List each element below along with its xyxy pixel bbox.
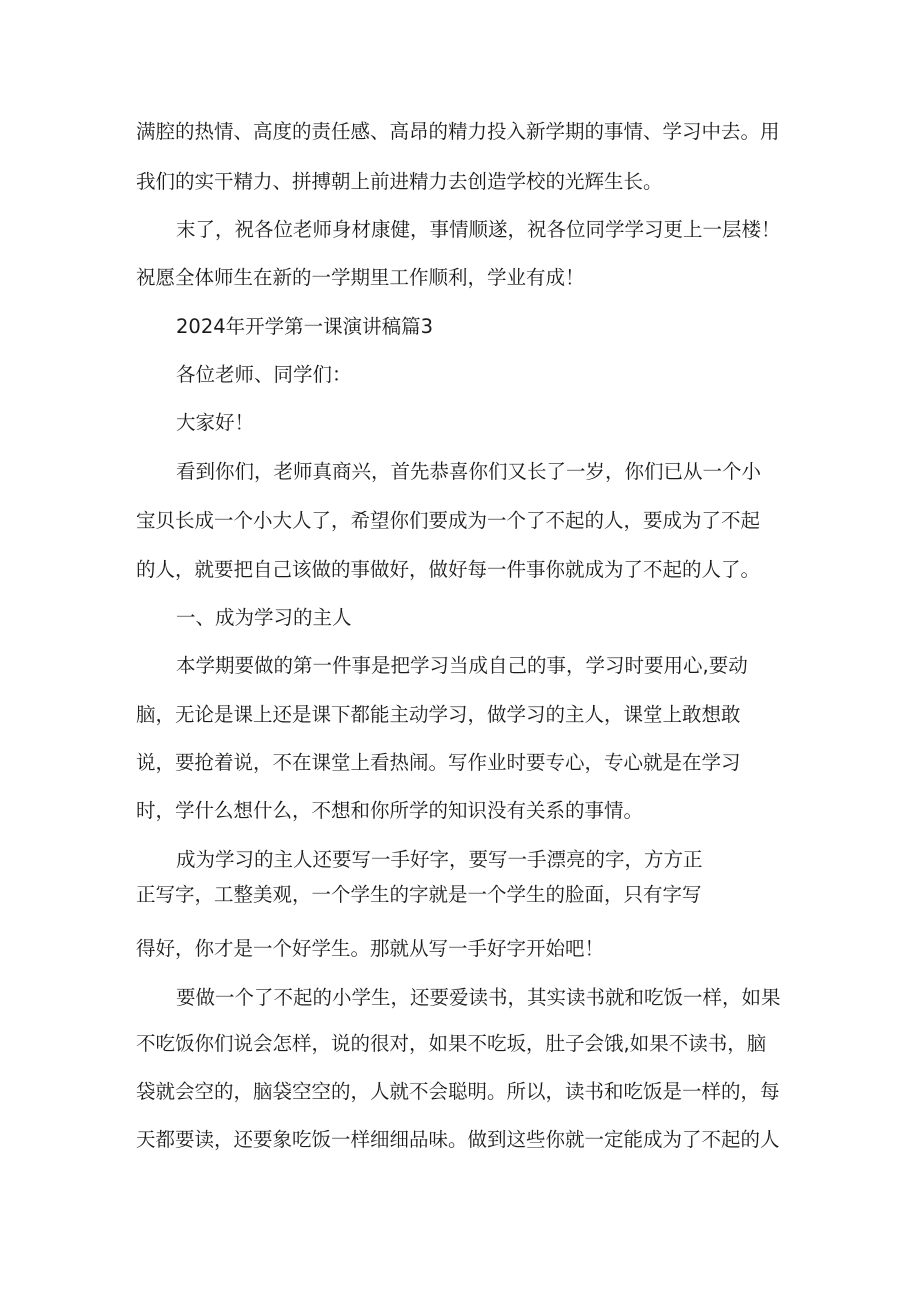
para6-line3: 袋就会空的，脑袋空空的，人就不会聪明。所以，读书和吃饭是一样的，每	[136, 1080, 780, 1103]
salutation: 各位老师、同学们：	[176, 363, 352, 386]
para4-line4: 时，学什么想什么，不想和你所学的知识没有关系的事情。	[136, 799, 644, 822]
para6-line4: 天都要读，还要象吃饭一样细细品味。做到这些你就一定能成为了不起的人	[136, 1128, 780, 1151]
para1-line2: 我们的实干精力、拼搏朝上前进精力去创造学校的光辉生长。	[136, 170, 663, 193]
para3-line3: 的人，就要把自己该做的事做好，做好每一件事你就成为了不起的人了。	[136, 558, 761, 581]
para6-line1: 要做一个了不起的小学生，还要爱读书，其实读书就和吃饭一样，如果	[176, 986, 781, 1009]
para4-line1: 本学期要做的第一件事是把学习当成自己的事，学习时要用心,要动	[176, 654, 748, 677]
section-heading: 2024年开学第一课演讲稿篇3	[176, 315, 434, 338]
para3-line1: 看到你们，老师真商兴，首先恭喜你们又长了一岁，你们已从一个小	[176, 460, 762, 483]
para5-line3: 得好，你才是一个好学生。那就从写一手好字开始吧！	[136, 937, 605, 960]
para4-line2: 脑，无论是课上还是课下都能主动学习，做学习的主人，课堂上敢想敢	[136, 703, 741, 726]
para2-line2: 祝愿全体师生在新的一学期里工作顺利，学业有成！	[136, 266, 585, 289]
greeting: 大家好！	[176, 411, 255, 434]
para6-line2: 不吃饭你们说会怎样，说的很对，如果不吃坂，肚子会饿,如果不读书，脑	[136, 1032, 767, 1055]
para5-line2: 正写字，工整美观，一个学生的字就是一个学生的脸面，只有字写	[136, 883, 702, 906]
section1-title: 一、成为学习的主人	[176, 606, 352, 629]
para1-line1: 满腔的热情、高度的责任感、高昂的精力投入新学期的事情、学习中去。用	[136, 120, 780, 143]
para2-line1: 末了，祝各位老师身材康健，事情顺遂，祝各位同学学习更上一层楼！	[176, 218, 781, 241]
para4-line3: 说，要抢着说，不在课堂上看热闹。写作业时要专心，专心就是在学习	[136, 751, 741, 774]
para3-line2: 宝贝长成一个小大人了，希望你们要成为一个了不起的人，要成为了不起	[136, 509, 761, 532]
para5-line1: 成为学习的主人还要写一手好字，要写一手漂亮的字，方方正	[176, 848, 703, 871]
